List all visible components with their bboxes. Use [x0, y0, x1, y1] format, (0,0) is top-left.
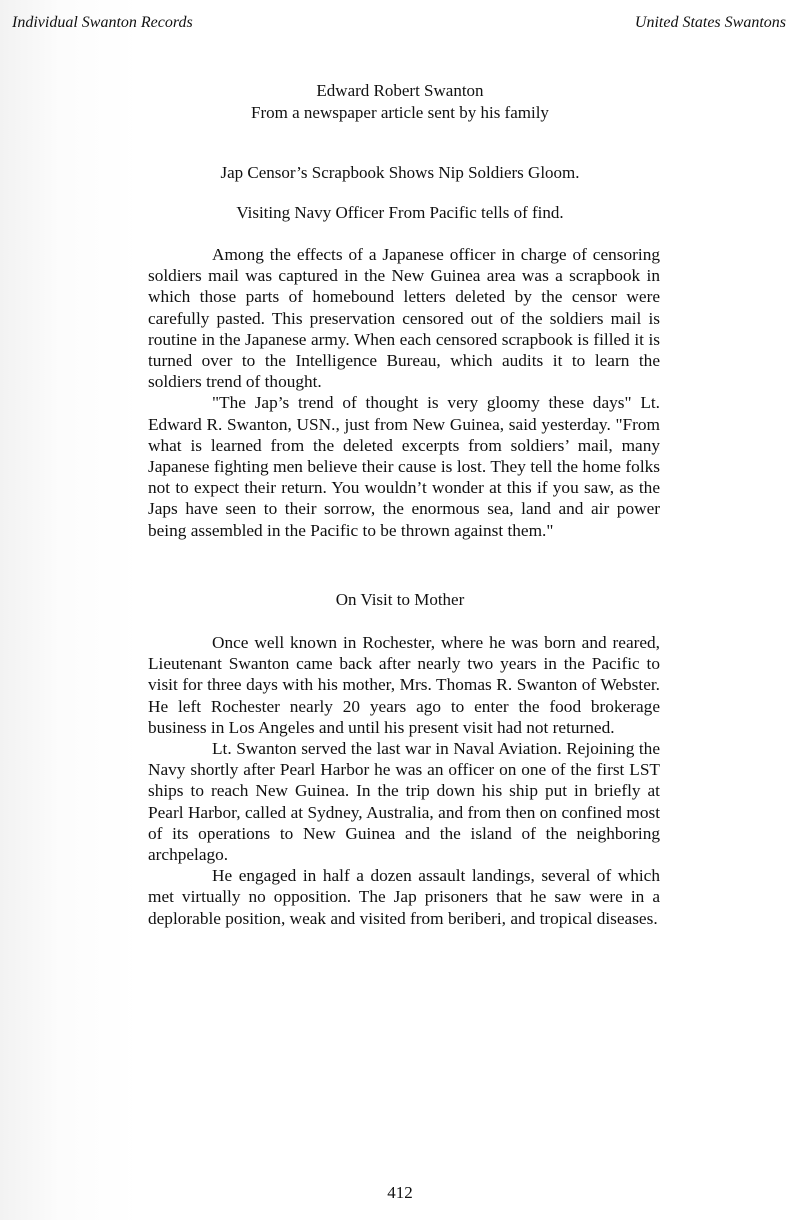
running-header-right: United States Swantons	[634, 14, 786, 31]
person-name: Edward Robert Swanton	[316, 81, 484, 100]
article-subheadline: Visiting Navy Officer From Pacific tells of find.	[236, 203, 564, 222]
page-number: 412	[387, 1183, 413, 1202]
paragraph: Lt. Swanton served the last war in Naval Aviation. Rejoining the Navy shortly after Pearl Harbor he was an officer on one of the first LST ships to reach New Guinea. In the trip down his ship put in briefly at Pearl Harbor, called at Sydney, Australia, and from then on confined most of its operations to New Guinea and the island of the neighboring archpelago.	[148, 739, 660, 865]
running-header-left: Individual Swanton Records	[12, 14, 193, 31]
title-block	[0, 80, 800, 124]
paragraph: Once well known in Rochester, where he was born and reared, Lieutenant Swanton came back after nearly two years in the Pacific to visit for three days with his mother, Mrs. Thomas R. Swanton of Webster. He left Rochester nearly 20 years ago to enter the food brokerage business in Los Angeles and until his present visit had not returned.	[148, 633, 660, 737]
paragraph: He engaged in half a dozen assault landings, several of which met virtually no opposition. The Jap prisoners that he saw were in a deplorable position, weak and visited from beriberi, and tropical diseases.	[148, 866, 660, 928]
section-subheading: On Visit to Mother	[335, 590, 465, 609]
source-note: From a newspaper article sent by his family	[251, 103, 549, 122]
article-headline: Jap Censor’s Scrapbook Shows Nip Soldiers Gloom.	[220, 163, 580, 182]
article-section-2	[148, 632, 660, 929]
paragraph: "The Jap’s trend of thought is very gloomy these days" Lt. Edward R. Swanton, USN., just from New Guinea, said yesterday. "From what is learned from the deleted excerpts from soldiers’ mail, many Japanese fighting men believe their cause is lost. They tell the home folks not to expect their return. You wouldn’t wonder at this if you saw, as the Japs have seen to their sorrow, the enormous sea, land and air power being assembled in the Pacific to be thrown against them."	[148, 393, 660, 540]
paragraph: Among the effects of a Japanese officer in charge of censoring soldiers mail was captured in the New Guinea area was a scrapbook in which those parts of homebound letters deleted by the censor were carefully pasted. This preservation censored out of the soldiers mail is routine in the Japanese army. When each censored scrapbook is filled it is turned over to the Intelligence Bureau, which audits it to learn the soldiers trend of thought.	[148, 245, 660, 392]
article-section-1	[148, 244, 660, 541]
